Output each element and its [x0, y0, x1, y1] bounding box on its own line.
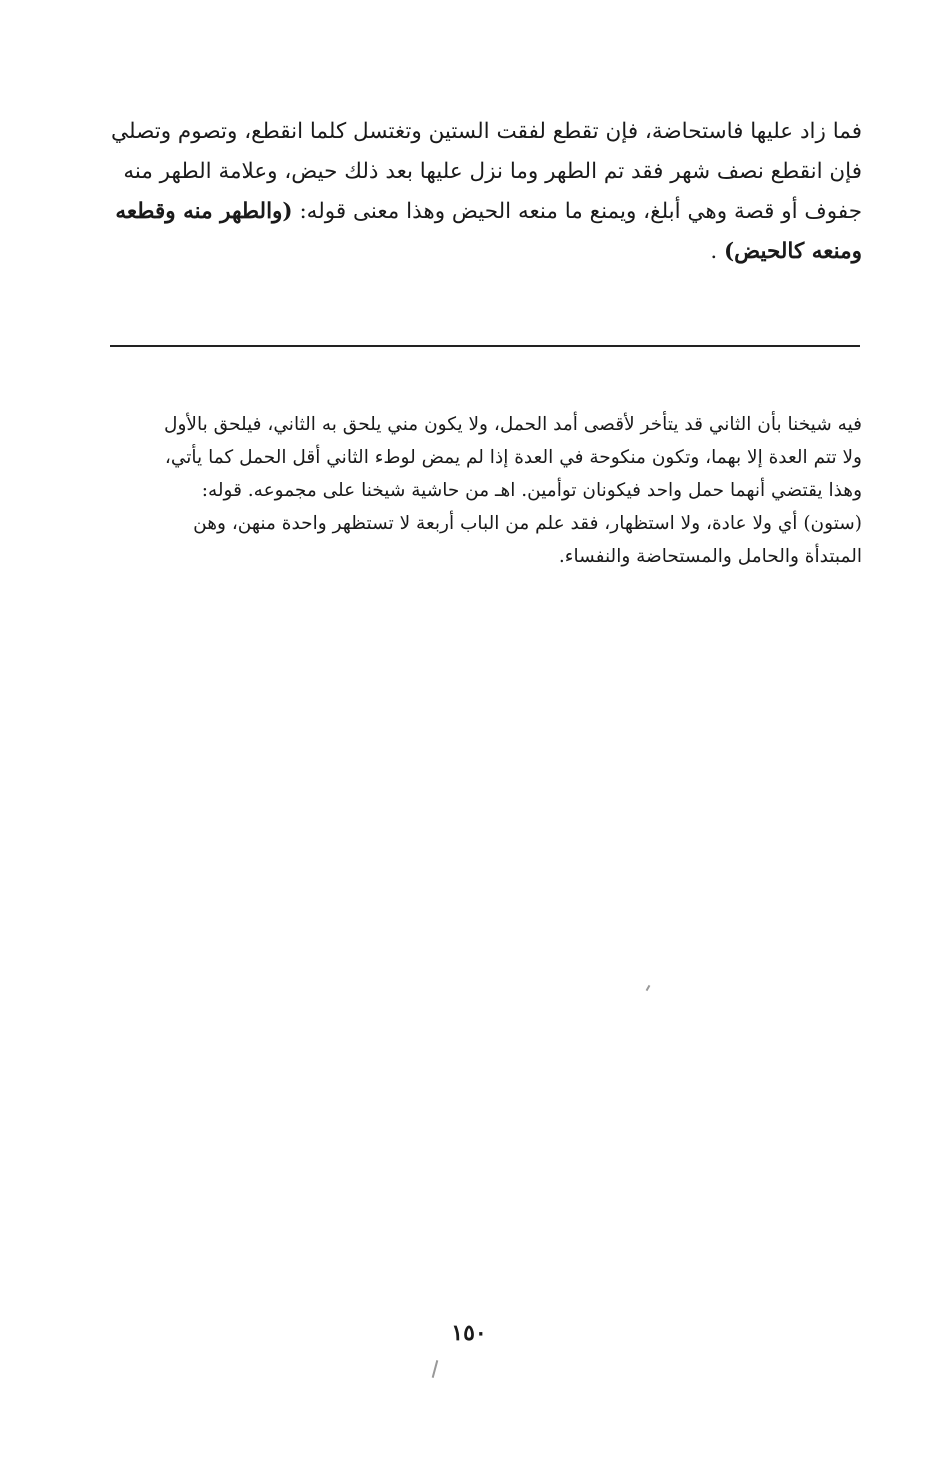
main-line: [106, 192, 862, 232]
bold-quote: (والطهر منه وقطعه: [115, 199, 293, 224]
end-mark: .: [710, 239, 718, 264]
scan-speck: [432, 1360, 439, 1378]
footnote-line: وهذا يقتضي أنهما حمل واحد فيكونان توأمين. اهـ من حاشية شيخنا على مجموعه. قوله:: [201, 480, 862, 501]
main-text: [106, 112, 862, 272]
footnote-separator: [110, 345, 860, 347]
scan-speck: [646, 985, 651, 991]
main-line: فإن انقطع نصف شهر فقد تم الطهر وما نزل عليها بعد ذلك حيض، وعلامة الطهر منه: [123, 159, 862, 184]
bold-quote: ومنعه كالحيض): [724, 239, 862, 264]
footnote-line: المبتدأة والحامل والمستحاضة والنفساء.: [558, 546, 862, 567]
footnote-text: [106, 408, 862, 573]
main-line: فما زاد عليها فاستحاضة، فإن تقطع لفقت الستين وتغتسل كلما انقطع، وتصوم وتصلي: [111, 119, 862, 144]
main-line: [106, 232, 862, 272]
footnote-line: (ستون) أي ولا عادة، ولا استظهار، فقد علم من الباب أربعة لا تستظهر واحدة منهن، وهن: [193, 513, 862, 534]
main-line-text: جفوف أو قصة وهي أبلغ، ويمنع ما منعه الحيض وهذا معنى قوله:: [299, 199, 862, 224]
footnote-line: ولا تتم العدة إلا بهما، وتكون منكوحة في العدة إذا لم يمض لوطء الثاني أقل الحمل كما يأتي،: [164, 447, 862, 468]
page-number: ١٥٠: [451, 1320, 487, 1346]
footnote-line: فيه شيخنا بأن الثاني قد يتأخر لأقصى أمد الحمل، ولا يكون مني يلحق به الثاني، فيلحق بالأول: [164, 414, 862, 435]
